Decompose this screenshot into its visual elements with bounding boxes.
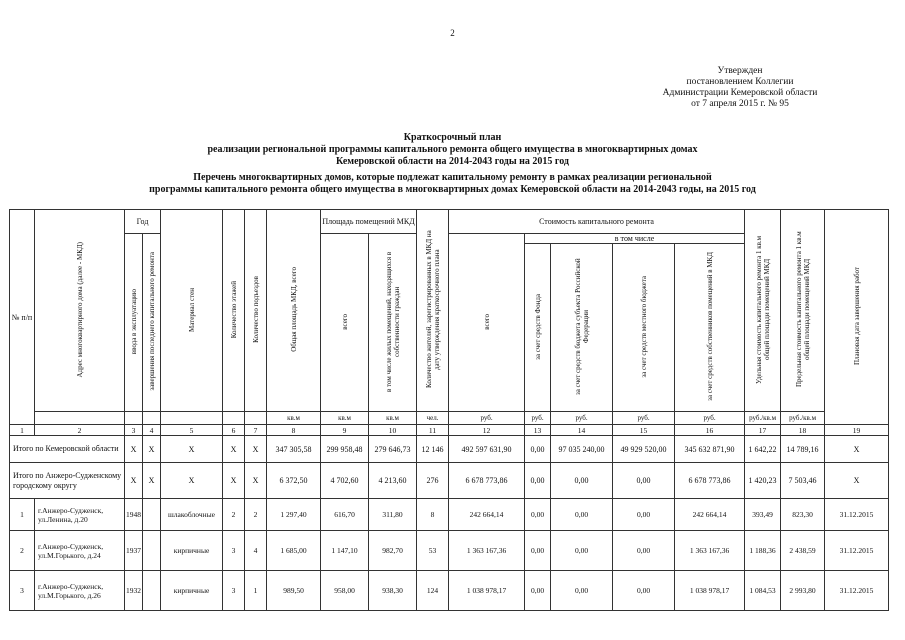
header-cost-owners-text: за счет средств собственников помещений в МКД [705, 252, 714, 401]
table-cell: 0,00 [525, 571, 551, 611]
table-cell: 3 [223, 531, 245, 571]
table-cell: 0,00 [613, 531, 675, 571]
table-cell: 1 685,00 [267, 531, 321, 571]
table-cell: 4 [245, 531, 267, 571]
column-number: 17 [745, 425, 781, 436]
table-cell: 1937 [125, 531, 143, 571]
table-cell: 982,70 [369, 531, 417, 571]
header-premises-total-text: всего [340, 313, 349, 330]
table-cell: 0,00 [613, 499, 675, 531]
table-cell: 14 789,16 [781, 436, 825, 463]
table-cell: 0,00 [525, 499, 551, 531]
table-cell: 0,00 [525, 531, 551, 571]
column-number: 4 [143, 425, 161, 436]
title-line: реализации региональной программы капитального ремонта общего имущества в многоквартирных домах [207, 144, 698, 155]
table-row [10, 499, 889, 531]
header-total-area [267, 210, 321, 412]
header-cost-fund-text: за счет средств Фонда [533, 293, 542, 360]
approval-line: Утвержден [717, 66, 763, 76]
table-cell: 0,00 [551, 499, 613, 531]
header-planned-date [825, 210, 889, 425]
table-cell: 0,00 [551, 571, 613, 611]
subtitle-line: Перечень многоквартирных домов, которые подлежат капитальному ремонту в рамках реализации региональной [193, 172, 712, 183]
table-cell: 823,30 [781, 499, 825, 531]
table-cell: 3 [223, 571, 245, 611]
table-cell: 345 632 871,90 [675, 436, 745, 463]
column-number: 15 [613, 425, 675, 436]
table-cell: 2 438,59 [781, 531, 825, 571]
table-cell: 1 363 167,36 [675, 531, 745, 571]
table-row [10, 571, 889, 611]
table-cell: 1 297,40 [267, 499, 321, 531]
table-cell: 616,70 [321, 499, 369, 531]
header-cost-owners [675, 244, 745, 412]
title-line: Краткосрочный план [403, 132, 502, 143]
address-cell: г.Анжеро-Судженск, ул.Ленина, д.20 [35, 499, 125, 531]
table-cell: 4 213,60 [369, 463, 417, 499]
table-cell: 2 [10, 531, 35, 571]
table-cell: 311,80 [369, 499, 417, 531]
header-unit-cost-text: Удельная стоимость капитального ремонта 1 кв.м общей площади помещений МКД [754, 235, 771, 384]
table-cell: 97 035 240,00 [551, 436, 613, 463]
column-number: 19 [825, 425, 889, 436]
unit-cell: руб. [613, 412, 675, 425]
document-title [0, 132, 905, 196]
table-cell: 242 664,14 [675, 499, 745, 531]
table-cell: 6 372,50 [267, 463, 321, 499]
table-cell: 1 [10, 499, 35, 531]
header-year-commission-text: ввода в эксплуатацию [129, 288, 138, 355]
column-number: 5 [161, 425, 223, 436]
unit-cell: чел. [417, 412, 449, 425]
table-cell: 1 147,10 [321, 531, 369, 571]
table-cell: 8 [417, 499, 449, 531]
table-cell: 299 958,48 [321, 436, 369, 463]
table-cell: 1948 [125, 499, 143, 531]
table-cell: 1 084,53 [745, 571, 781, 611]
table-cell: 0,00 [551, 531, 613, 571]
column-number: 2 [35, 425, 125, 436]
table-cell: X [125, 436, 143, 463]
header-entrances [245, 210, 267, 412]
total-row-region [10, 436, 889, 463]
table-cell: X [143, 463, 161, 499]
table-cell: 6 678 773,86 [449, 463, 525, 499]
table-cell: X [161, 463, 223, 499]
table-cell: 7 503,46 [781, 463, 825, 499]
table-cell: 49 929 520,00 [613, 436, 675, 463]
approval-line: постановлением Коллегии [686, 77, 794, 87]
unit-cell: руб. [675, 412, 745, 425]
table-cell: 2 [245, 499, 267, 531]
header-premises-area: Площадь помещений МКД [321, 210, 417, 234]
table-cell: 276 [417, 463, 449, 499]
table-cell: 2 993,80 [781, 571, 825, 611]
unit-cell: руб./кв.м [781, 412, 825, 425]
column-number: 10 [369, 425, 417, 436]
header-max-cost [781, 210, 825, 412]
column-number: 7 [245, 425, 267, 436]
header-cost-local [613, 244, 675, 412]
table-cell: 938,30 [369, 571, 417, 611]
subtitle-line: программы капитального ремонта общего имущества в многоквартирных домах Кемеровской области на 2014-2043 годы, на 2015 год [149, 184, 756, 195]
table-cell: кирпичные [161, 531, 223, 571]
header-entrances-text: Количество подъездов [251, 276, 260, 343]
unit-cell: кв.м [369, 412, 417, 425]
unit-cell: руб. [551, 412, 613, 425]
table-cell: 492 597 631,90 [449, 436, 525, 463]
approval-line: от 7 апреля 2015 г. № 95 [691, 99, 789, 109]
table-cell: X [245, 463, 267, 499]
title-line: Кемеровской области на 2014-2043 годы на 2015 год [336, 156, 569, 167]
header-num: № п/п [10, 210, 35, 425]
column-numbers-row [10, 425, 889, 436]
header-premises-residential [369, 234, 417, 412]
column-number: 1 [10, 425, 35, 436]
table-cell: 31.12.2015 [825, 571, 889, 611]
column-number: 14 [551, 425, 613, 436]
header-wall-material [161, 210, 223, 412]
table-cell: 0,00 [613, 571, 675, 611]
unit-cell: кв.м [267, 412, 321, 425]
table-cell [143, 499, 161, 531]
column-number: 8 [267, 425, 321, 436]
repair-plan-table [9, 209, 889, 611]
header-year-last-repair [143, 234, 161, 412]
table-cell: 1 363 167,36 [449, 531, 525, 571]
header-premises-total [321, 234, 369, 412]
header-cost-including: в том числе [525, 234, 745, 244]
header-wall-material-text: Материал стен [187, 287, 196, 332]
address-cell: г.Анжеро-Судженск, ул.М.Горького, д.24 [35, 531, 125, 571]
unit-cell: руб. [525, 412, 551, 425]
table-cell: 989,50 [267, 571, 321, 611]
column-number: 18 [781, 425, 825, 436]
column-number: 12 [449, 425, 525, 436]
table-cell: X [245, 436, 267, 463]
header-planned-date-text: Плановая дата завершения работ [852, 266, 861, 366]
table-cell: 1 188,36 [745, 531, 781, 571]
total-label: Итого по Анжеро-Судженскому городскому округу [10, 463, 125, 499]
table-cell [143, 531, 161, 571]
header-cost-total [449, 234, 525, 412]
column-number: 6 [223, 425, 245, 436]
column-number: 11 [417, 425, 449, 436]
unit-cell: кв.м [321, 412, 369, 425]
table-cell: 31.12.2015 [825, 499, 889, 531]
header-floors-text: Количество этажей [229, 280, 238, 339]
unit-cell: руб. [449, 412, 525, 425]
table-cell: 6 678 773,86 [675, 463, 745, 499]
table-cell: 124 [417, 571, 449, 611]
table-cell: 1 [245, 571, 267, 611]
column-number: 16 [675, 425, 745, 436]
table-cell: 242 664,14 [449, 499, 525, 531]
table-cell: 53 [417, 531, 449, 571]
table-cell: кирпичные [161, 571, 223, 611]
header-year-commission [125, 234, 143, 412]
table-cell: 2 [223, 499, 245, 531]
table-row [10, 531, 889, 571]
table-cell [143, 571, 161, 611]
table-cell: 1 642,22 [745, 436, 781, 463]
header-address-text: Адрес многоквартирного дома (далее - МКД) [75, 241, 84, 378]
table-cell: 393,49 [745, 499, 781, 531]
column-number: 9 [321, 425, 369, 436]
table-cell: X [143, 436, 161, 463]
header-total-area-text: Общая площадь МКД, всего [289, 267, 298, 352]
header-residents-text: Количество жителей, зарегистрированных в МКД на дату утверждения краткосрочного плана [424, 230, 441, 389]
column-number: 3 [125, 425, 143, 436]
header-cost-federal [551, 244, 613, 412]
table-cell: 1 038 978,17 [449, 571, 525, 611]
table-cell: 347 305,58 [267, 436, 321, 463]
address-cell: г.Анжеро-Судженск, ул.М.Горького, д.26 [35, 571, 125, 611]
table-cell: 958,00 [321, 571, 369, 611]
table-cell: X [825, 436, 889, 463]
table-cell: 0,00 [613, 463, 675, 499]
table-cell: X [825, 463, 889, 499]
unit-cell: руб./кв.м [745, 412, 781, 425]
page-number: 2 [450, 28, 455, 38]
header-year: Год [125, 210, 161, 234]
table-cell: X [161, 436, 223, 463]
header-residents [417, 210, 449, 412]
table-cell: шлакоблочные [161, 499, 223, 531]
table-cell: X [223, 436, 245, 463]
total-label: Итого по Кемеровской области [10, 436, 125, 463]
table-cell: X [223, 463, 245, 499]
table-cell: 31.12.2015 [825, 531, 889, 571]
header-year-last-repair-text: завершения последнего капитального ремонта [147, 252, 156, 391]
column-number: 13 [525, 425, 551, 436]
table-cell: 1932 [125, 571, 143, 611]
header-cost-fund [525, 244, 551, 412]
total-row-district [10, 463, 889, 499]
table-cell: 1 420,23 [745, 463, 781, 499]
header-cost: Стоимость капитального ремонта [449, 210, 745, 234]
table-cell: X [125, 463, 143, 499]
header-cost-local-text: за счет средств местного бюджета [639, 275, 648, 378]
header-max-cost-text: Предельная стоимость капитального ремонта 1 кв.м общей площади помещений МКД [794, 231, 811, 388]
header-premises-residential-text: в том числе жилых помещений, находящихся в собственности граждан [384, 251, 401, 392]
table-cell: 0,00 [525, 436, 551, 463]
table-cell: 1 038 978,17 [675, 571, 745, 611]
units-row [10, 412, 889, 425]
header-floors [223, 210, 245, 412]
header-cost-federal-text: за счет средств бюджета субъекта Российской Федерации [573, 258, 590, 395]
table-cell: 0,00 [551, 463, 613, 499]
table-cell: 12 146 [417, 436, 449, 463]
approval-stamp [610, 66, 870, 110]
table-cell: 279 646,73 [369, 436, 417, 463]
approval-line: Администрации Кемеровской области [662, 88, 818, 98]
header-unit-cost [745, 210, 781, 412]
header-address [35, 210, 125, 412]
header-cost-total-text: всего [482, 313, 491, 330]
table-cell: 4 702,60 [321, 463, 369, 499]
table-cell: 0,00 [525, 463, 551, 499]
table-cell: 3 [10, 571, 35, 611]
